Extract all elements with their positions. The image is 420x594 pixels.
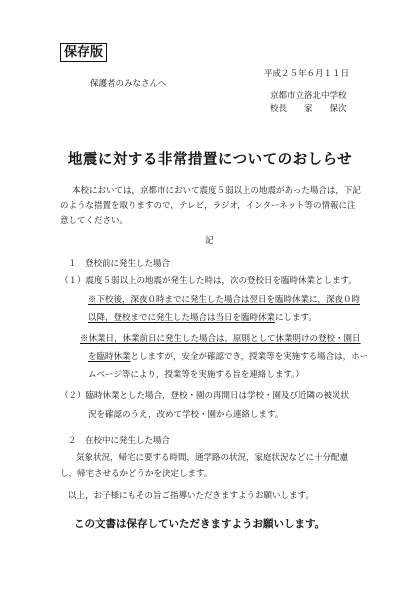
closing-request: 以上，お子様にもその旨ご指導いただきますようお願いします。 (68, 491, 314, 501)
intro-line-1: 本校においては，京都市において震度５弱以上の地震があった場合は，下記 (72, 186, 361, 196)
section-2-line-2: し，帰宅させるかどうかを決定します。 (60, 469, 213, 479)
date: 平成２５年６月１１日 (264, 69, 350, 79)
section-1-item-2-line-1: （２）臨時休業とした場合，登校・園の再開日は学校・園及び近隣の被災状 (60, 391, 350, 401)
note-2-line-2: を臨時休業としますが，安全が確認でき，授業等を実施する場合は，ホー (88, 352, 369, 362)
section-1-heading: １ 登校前に発生した場合 (68, 259, 171, 269)
intro-line-3: 意してください。 (60, 216, 129, 226)
note-2-line-1: ※休業日，休業前日に発生した場合は，原則として休業明けの登校・園日 (80, 334, 361, 344)
section-1-item-1: （１）震度５弱以上の地震が発生した時は，次の登校日を臨時休業とします。 (60, 276, 357, 286)
note-1-line-2: 以降，登校までに発生した場合は当日を臨時休業にします。 (88, 313, 317, 323)
ki-marker: 記 (205, 236, 214, 246)
note-1-line-1: ※下校後，深夜０時までに発生した場合は翌日を臨時休業に，深夜０時 (88, 295, 361, 305)
preserve-stamp: 保存版 (60, 43, 107, 62)
note-2-line-3: ムページ等により，授業等を実施する旨を連絡します。） (88, 370, 304, 380)
section-2-heading: ２ 在校中に発生した場合 (68, 436, 171, 446)
section-2-line-1: 気象状況，帰宅に要する時間，通学路の状況，家庭状況などに十分配慮 (76, 453, 349, 463)
intro-line-2: のような措置を取りますので，テレビ，ラジオ，インターネット等の情報に注 (60, 201, 356, 211)
closing-preserve-notice: この文書は保存していただきますようお願いします。 (74, 518, 326, 530)
recipient: 保護者のみなさんへ (90, 79, 167, 89)
document-title: 地震に対する非常措置についてのおしらせ (67, 151, 353, 168)
school-name: 京都市立洛北中学校 (270, 91, 347, 101)
principal-name: 校長 家 保次 (270, 104, 347, 114)
section-1-item-2-line-2: 況を確認のうえ，改めて学校・園から連絡します。 (88, 410, 284, 420)
